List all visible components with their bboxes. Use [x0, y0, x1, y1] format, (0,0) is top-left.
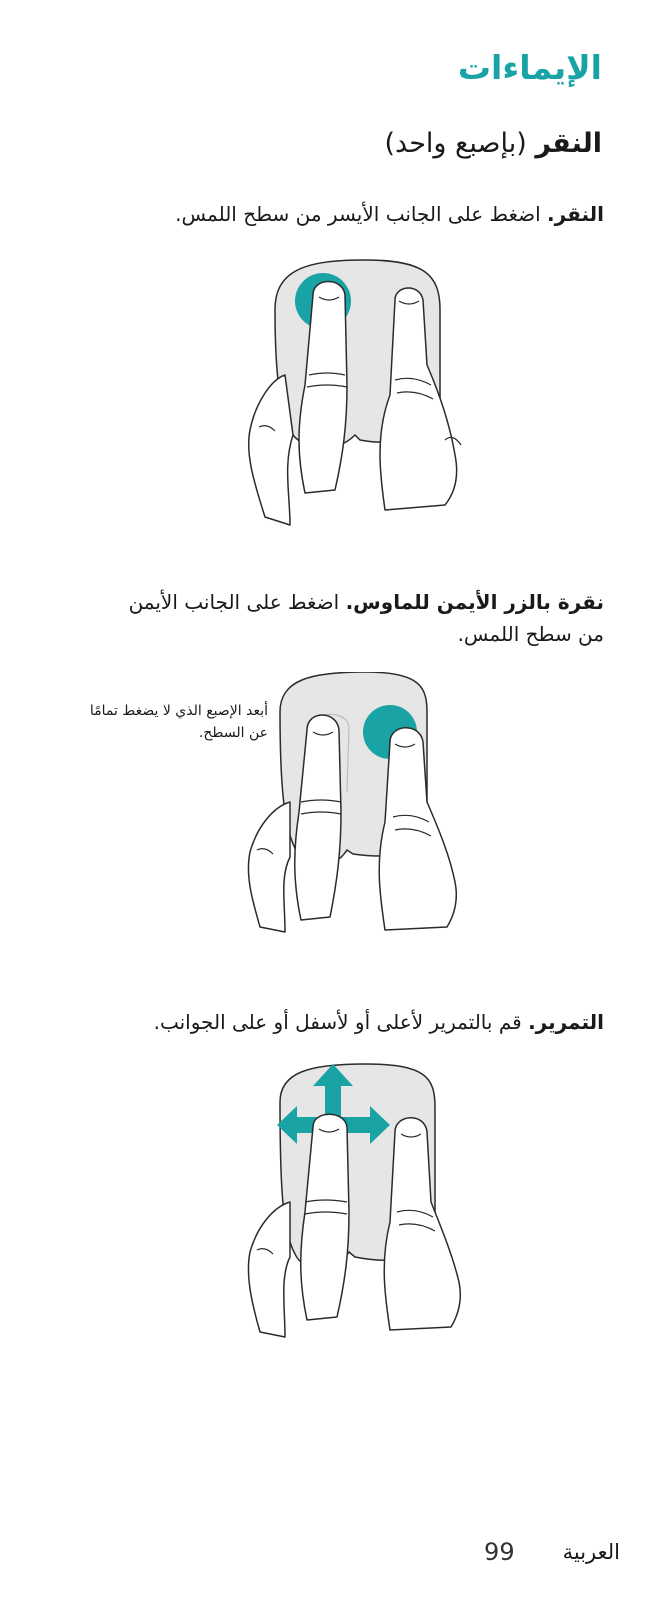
section-title: الإيماءات	[457, 48, 602, 87]
subsection-title-rest: (بإصبع واحد)	[384, 128, 536, 159]
gesture-tap-name: النقر.	[547, 202, 604, 226]
gesture-tap-text	[64, 198, 604, 230]
thumb	[249, 375, 293, 525]
footer-language: العربية	[562, 1540, 620, 1564]
right-click-illustration	[235, 672, 495, 940]
gesture-right-click-name: نقرة بالزر الأيمن للماوس.	[345, 590, 604, 614]
page-number: 99	[484, 1538, 515, 1566]
gesture-tap-description: اضغط على الجانب الأيسر من سطح اللمس.	[175, 202, 548, 226]
middle-finger	[379, 728, 456, 930]
thumb	[248, 802, 290, 932]
gesture-scroll-description: قم بالتمرير لأعلى أو لأسفل أو على الجوانب.	[153, 1010, 529, 1034]
subsection-title-bold: النقر	[535, 128, 602, 159]
gesture-scroll-name: التمرير.	[528, 1010, 604, 1034]
gesture-right-click-text	[124, 586, 604, 650]
middle-finger	[384, 1118, 460, 1330]
subsection-title	[385, 128, 602, 159]
lift-finger-callout: أبعد الإصبع الذي لا يضغط تمامًا عن السطح.	[89, 703, 268, 741]
gesture-right-click-description: اضغط على الجانب الأيمن من سطح اللمس.	[128, 590, 604, 646]
thumb	[248, 1202, 290, 1337]
tap-illustration	[235, 255, 495, 533]
gesture-scroll-text	[44, 1006, 604, 1038]
page-footer	[484, 1538, 620, 1566]
scroll-illustration	[235, 1062, 495, 1352]
